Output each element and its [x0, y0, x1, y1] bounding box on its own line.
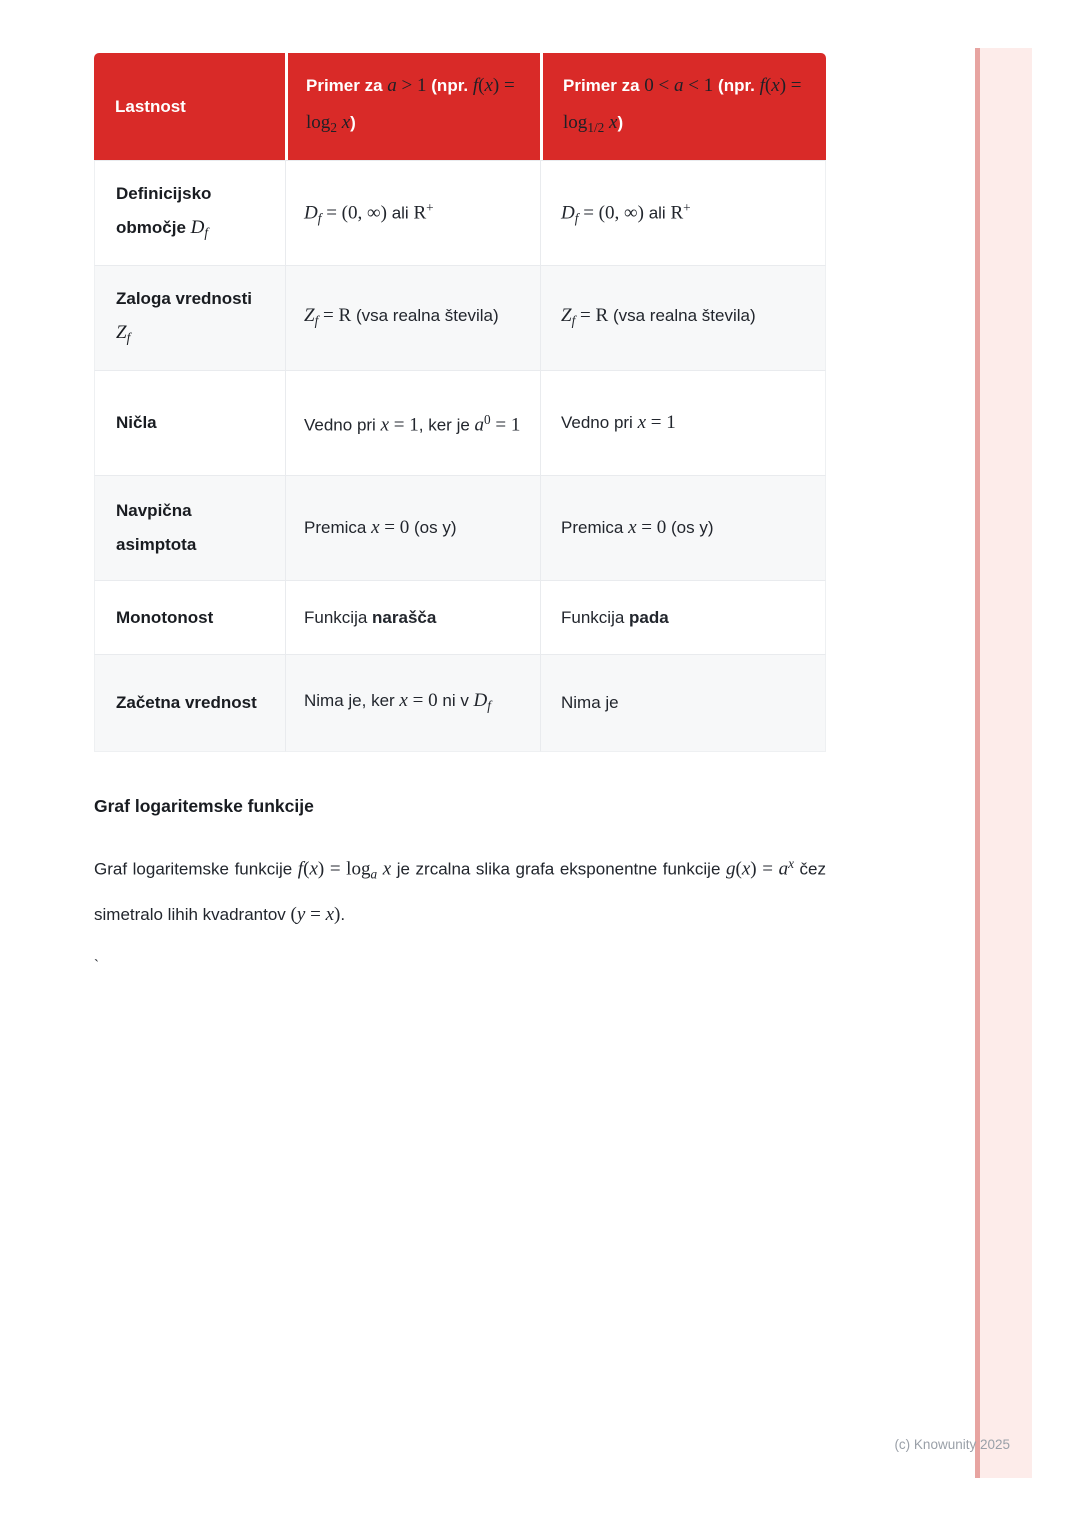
- table-cell: Premica x = 0 (os y): [285, 475, 540, 580]
- table-row-definicijsko-obmocje: [94, 160, 826, 265]
- copyright-footer: (c) Knowunity 2025: [894, 1437, 1010, 1452]
- row-label: Zaloga vrednosti $Z_f$: [94, 265, 285, 370]
- row-label: Monotonost: [94, 580, 285, 654]
- log-function-properties-table: [94, 53, 826, 752]
- row-label: Definicijsko območje $D_f$: [94, 160, 285, 265]
- table-header-row: [94, 53, 826, 160]
- table-cell: Nima je: [540, 654, 826, 752]
- table-cell: Vedno pri x = 1: [540, 370, 826, 475]
- table-row-navpicna-asimptota: [94, 475, 826, 580]
- header-cell-a-greater-1: Primer za a > 1 (npr. $f(x) = \log_2 x$): [285, 53, 540, 160]
- table-cell: Funkcija pada: [540, 580, 826, 654]
- table-cell: Nima je, ker x = 0 ni v $D_f$: [285, 654, 540, 752]
- page-margin-stripe: [975, 48, 1032, 1478]
- section-paragraph: Graf logaritemske funkcije $f(x) = \log_a x$ je zrcalna slika grafa eksponentne funkcije $g(x) = a^x$ čez simetralo lihih kvadrantov (y = x).: [94, 856, 826, 925]
- header-cell-lastnost: Lastnost: [94, 53, 285, 160]
- table-row-zacetna-vrednost: [94, 654, 826, 752]
- table-row-monotonost: [94, 580, 826, 654]
- table-cell: $D_f = (0$, ∞) ali R+: [540, 160, 826, 265]
- document-page: [94, 53, 826, 974]
- table-cell: Funkcija narašča: [285, 580, 540, 654]
- row-label: Začetna vrednost: [94, 654, 285, 752]
- header-cell-a-between-0-1: Primer za 0 < a < 1 (npr. $f(x) = \log_{1/2} x$): [540, 53, 826, 160]
- row-label: Navpična asimptota: [94, 475, 285, 580]
- table-row-zaloga-vrednosti: [94, 265, 826, 370]
- table-cell: $Z_f = R$ (vsa realna števila): [540, 265, 826, 370]
- table-cell: $Z_f = R$ (vsa realna števila): [285, 265, 540, 370]
- stray-backtick: `: [94, 956, 99, 974]
- table-cell: Premica x = 0 (os y): [540, 475, 826, 580]
- table-cell: Vedno pri x = 1, ker je $a^0 = 1$: [285, 370, 540, 475]
- table-cell: $D_f = (0$, ∞) ali R+: [285, 160, 540, 265]
- table-row-nicla: [94, 370, 826, 475]
- row-label: Ničla: [94, 370, 285, 475]
- section-heading: Graf logaritemske funkcije: [94, 796, 314, 816]
